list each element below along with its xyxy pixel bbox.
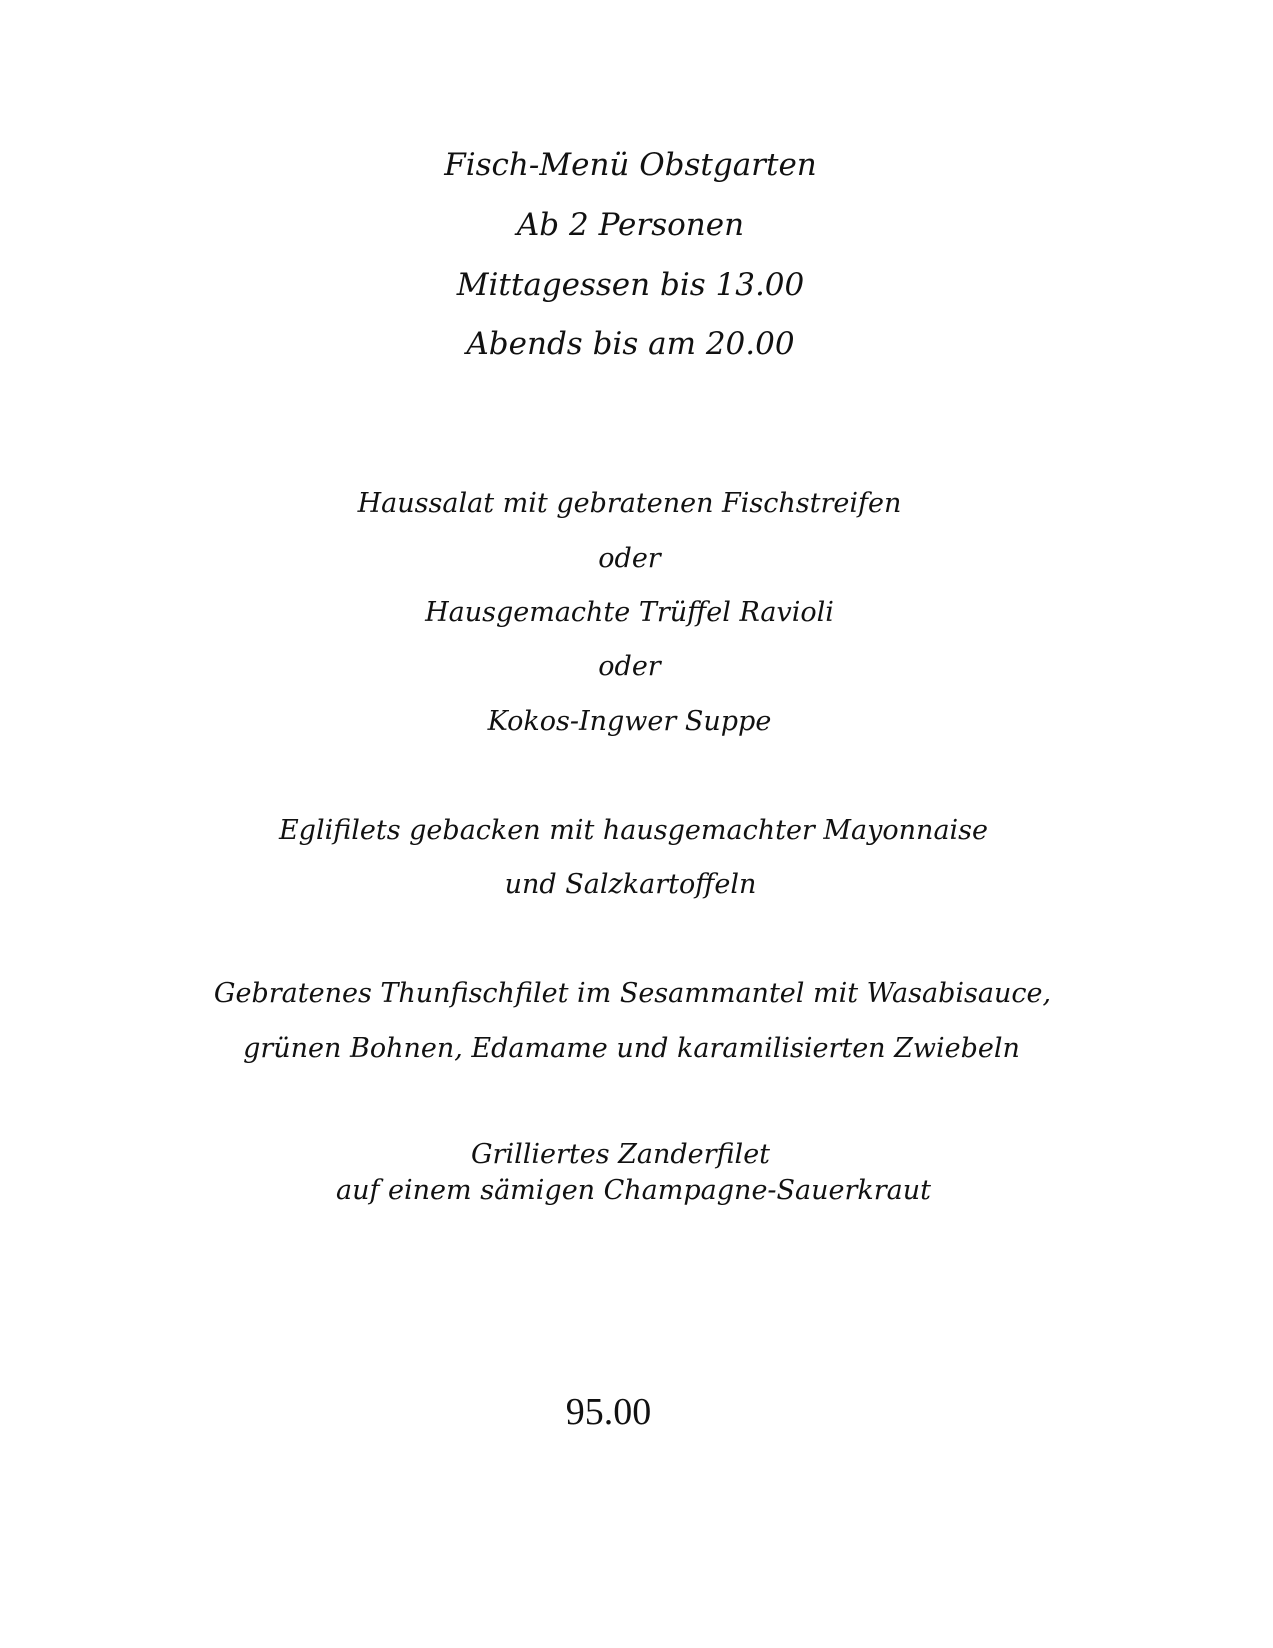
- menu-price: 95.00: [565, 1391, 652, 1433]
- starter-option-ravioli: Hausgemachte Trüffel Ravioli: [425, 597, 834, 628]
- persons-note: Ab 2 Personen: [516, 207, 745, 243]
- course2-line1: Eglifilets gebacken mit hausgemachter Mayonnaise: [278, 815, 989, 846]
- course4-line2: auf einem sämigen Champagne-Sauerkraut: [335, 1175, 932, 1206]
- evening-hours: Abends bis am 20.00: [466, 326, 795, 362]
- starter-option-salad: Haussalat mit gebratenen Fischstreifen: [357, 488, 902, 519]
- course3-line2: grünen Bohnen, Edamame und karamilisierten Zwiebeln: [243, 1033, 1020, 1064]
- course2-line2: und Salzkartoffeln: [504, 869, 757, 900]
- starter-option-soup: Kokos-Ingwer Suppe: [487, 706, 772, 737]
- or-separator: oder: [598, 651, 661, 682]
- course4-line1: Grilliertes Zanderfilet: [470, 1139, 771, 1170]
- course3-line1: Gebratenes Thunfischfilet im Sesammantel mit Wasabisauce,: [213, 978, 1052, 1009]
- menu-title: Fisch-Menü Obstgarten: [444, 147, 817, 183]
- or-separator: oder: [598, 543, 661, 574]
- lunch-hours: Mittagessen bis 13.00: [456, 267, 805, 303]
